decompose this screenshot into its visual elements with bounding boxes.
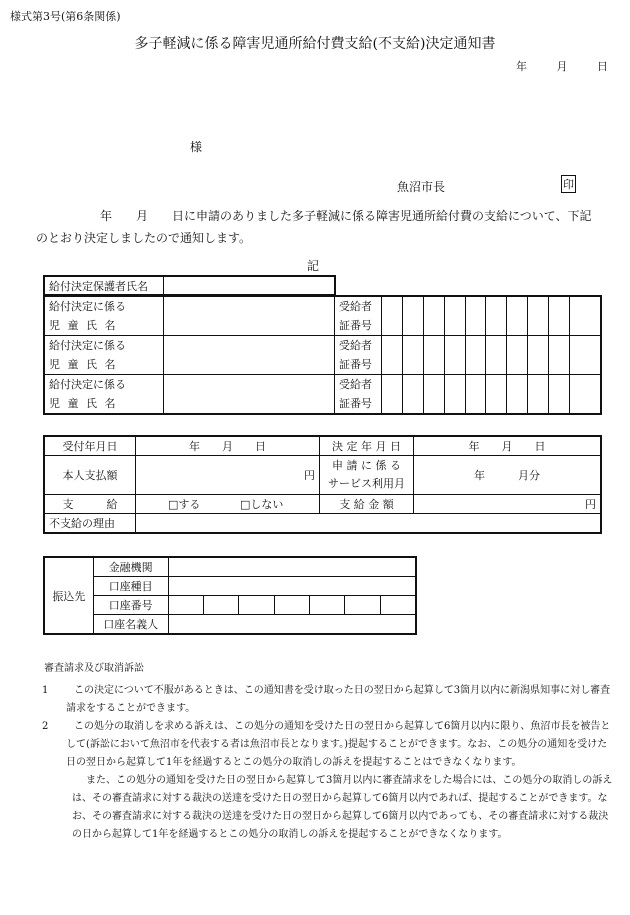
guardian-label: 給付決定保護者氏名 — [44, 276, 164, 295]
child-label-1: 給付決定に係る — [49, 339, 126, 352]
recipient-id-digit-cell[interactable] — [402, 296, 423, 336]
decision-date-field[interactable]: 年 月 日 — [414, 436, 602, 456]
payment-table — [43, 435, 602, 534]
recipient-id-digit-cell[interactable] — [570, 375, 601, 415]
recipient-id-digit-cell[interactable] — [528, 336, 549, 375]
recipient-suffix: 様 — [190, 140, 203, 154]
guardian-table — [43, 275, 336, 296]
receipt-date-label: 受付年月日 — [44, 436, 136, 456]
children-table — [43, 295, 602, 415]
recipient-id-digit-cell[interactable] — [382, 336, 403, 375]
account-number-digit-cell[interactable] — [203, 596, 238, 615]
recipient-id-label — [335, 375, 382, 415]
provision-no-checkbox[interactable]: □しない — [240, 498, 284, 511]
child-name-field[interactable] — [164, 296, 335, 336]
recipient-id-digit-cell[interactable] — [402, 336, 423, 375]
ki-heading: 記 — [307, 259, 320, 273]
recipient-id-label-2: 証番号 — [339, 319, 372, 332]
account-number-digit-cell[interactable] — [309, 596, 344, 615]
child-name-label — [44, 336, 164, 375]
notes-item-1 — [44, 682, 616, 718]
notes-item-2b — [44, 772, 616, 844]
child-row — [44, 375, 601, 415]
recipient-id-label-1: 受給者 — [339, 378, 372, 391]
provision-options — [136, 495, 320, 514]
recipient-id-digit-cell[interactable] — [423, 375, 444, 415]
account-number-digit-cell[interactable] — [274, 596, 309, 615]
account-type-field[interactable] — [168, 577, 416, 596]
child-label-2: 児 童 氏 名 — [49, 358, 118, 371]
recipient-id-digit-cell[interactable] — [570, 336, 601, 375]
recipient-id-label-1: 受給者 — [339, 339, 372, 352]
recipient-id-digit-cell[interactable] — [570, 296, 601, 336]
recipient-id-digit-cell[interactable] — [486, 336, 507, 375]
account-number-digit-cell[interactable] — [239, 596, 274, 615]
child-row — [44, 336, 601, 375]
account-number-digit-cell[interactable] — [345, 596, 380, 615]
date-year: 年 — [516, 60, 527, 73]
intro-month: 月 — [136, 209, 149, 223]
amount-field[interactable]: 円 — [414, 495, 602, 514]
child-row — [44, 296, 601, 336]
recipient-id-digit-cell[interactable] — [382, 296, 403, 336]
recipient-id-digit-cell[interactable] — [486, 375, 507, 415]
guardian-name-field[interactable] — [164, 276, 336, 295]
notes-item-2b-text: また、この処分の通知を受けた日の翌日から起算して3箇月以内に審査請求をした場合には、この処分の取消しの訴えは、その審査請求に対する裁決の送達を受けた日の翌日から起算して6箇月以内であれば、提起することができます。なお、その審査請求に対する裁決の送達を受けた日の翌日から起算して6箇月以内であっても、その審査請求に対する裁決の日から起算して1年を経過するとこの処分の取消しの訴えを提起することができなくなります。 — [72, 775, 613, 840]
recipient-id-digit-cell[interactable] — [444, 375, 465, 415]
service-month-label-1: 申 請 に 係 る — [332, 459, 401, 472]
child-name-field[interactable] — [164, 336, 335, 375]
institution-label: 金融機関 — [93, 557, 168, 577]
recipient-id-digit-cell[interactable] — [465, 296, 486, 336]
child-label-2: 児 童 氏 名 — [49, 397, 118, 410]
notice-date — [490, 58, 608, 74]
account-holder-label: 口座名義人 — [93, 615, 168, 635]
recipient-id-label-1: 受給者 — [339, 300, 372, 313]
recipient-id-digit-cell[interactable] — [507, 336, 528, 375]
reason-label: 不支給の理由 — [44, 514, 136, 534]
account-holder-field[interactable] — [168, 615, 416, 635]
bank-table — [43, 556, 417, 635]
notes-item-2-num: 2 — [42, 721, 49, 732]
recipient-id-digit-cell[interactable] — [528, 375, 549, 415]
recipient-id-label-2: 証番号 — [339, 358, 372, 371]
service-month-label — [320, 456, 414, 495]
intro-paragraph — [36, 205, 596, 249]
notes-item-1-num: 1 — [42, 685, 49, 696]
recipient-id-digit-cell[interactable] — [444, 296, 465, 336]
recipient-id-label — [335, 296, 382, 336]
provision-yes-checkbox[interactable]: □する — [168, 498, 201, 511]
institution-field[interactable] — [168, 557, 416, 577]
bank-heading: 振込先 — [44, 557, 93, 634]
notes-item-2-text: この処分の取消しを求める訴えは、この処分の通知を受けた日の翌日から起算して6箇月以内に限り、魚沼市長を被告として(訴訟において魚沼市を代表する者は魚沼市長となります。)提起することができます。なお、この処分の通知を受けた日の翌日から起算して1年を経過するとこの処分の取消しの訴えを提起することはできなくなります。 — [66, 721, 611, 768]
service-month-label-2: サービス利用月 — [328, 477, 405, 490]
date-day: 日 — [597, 60, 608, 73]
reason-field[interactable] — [136, 514, 602, 534]
seal-mark: 印 — [561, 175, 576, 193]
notes-item-2 — [44, 718, 616, 772]
self-pay-label: 本人支払額 — [44, 456, 136, 495]
intro-year: 年 — [100, 209, 113, 223]
recipient-id-digit-cell[interactable] — [486, 296, 507, 336]
notes-heading: 審査請求及び取消訴訟 — [44, 663, 144, 674]
intro-text: 日に申請のありました多子軽減に係る障害児通所給付費の支給について、下記のとおり決定しましたので通知します。 — [36, 209, 592, 245]
child-label-1: 給付決定に係る — [49, 378, 126, 391]
provision-label: 支 給 — [44, 495, 136, 514]
receipt-date-field[interactable]: 年 月 日 — [136, 436, 320, 456]
recipient-id-digit-cell[interactable] — [423, 296, 444, 336]
amount-label: 支 給 金 額 — [320, 495, 414, 514]
page-title: 多子軽減に係る障害児通所給付費支給(不支給)決定通知書 — [134, 36, 496, 52]
child-label-1: 給付決定に係る — [49, 300, 126, 313]
decision-date-label: 決 定 年 月 日 — [320, 436, 414, 456]
appeal-notes — [44, 660, 616, 844]
child-name-label — [44, 296, 164, 336]
recipient-id-digit-cell[interactable] — [423, 336, 444, 375]
date-month: 月 — [556, 60, 568, 73]
child-label-2: 児 童 氏 名 — [49, 319, 118, 332]
child-name-field[interactable] — [164, 375, 335, 415]
recipient-id-digit-cell[interactable] — [507, 375, 528, 415]
recipient-id-digit-cell[interactable] — [402, 375, 423, 415]
recipient-id-digit-cell[interactable] — [549, 296, 570, 336]
notes-item-1-text: この決定について不服があるときは、この通知書を受け取った日の翌日から起算して3箇月以内に新潟県知事に対し審査請求をすることができます。 — [66, 685, 611, 714]
recipient-id-label-2: 証番号 — [339, 397, 372, 410]
recipient-id-digit-cell[interactable] — [465, 336, 486, 375]
service-month-field[interactable]: 年 月分 — [414, 456, 602, 495]
recipient-id-digit-cell[interactable] — [465, 375, 486, 415]
issuer-name: 魚沼市長 — [397, 180, 446, 194]
recipient-id-digit-cell[interactable] — [444, 336, 465, 375]
self-pay-field[interactable]: 円 — [136, 456, 320, 495]
child-name-label — [44, 375, 164, 415]
recipient-id-digit-cell[interactable] — [507, 296, 528, 336]
account-number-digit-cell[interactable] — [168, 596, 203, 615]
recipient-id-label — [335, 336, 382, 375]
recipient-id-digit-cell[interactable] — [549, 375, 570, 415]
account-number-digit-cell[interactable] — [380, 596, 416, 615]
recipient-id-digit-cell[interactable] — [528, 296, 549, 336]
account-type-label: 口座種目 — [93, 577, 168, 596]
recipient-id-digit-cell[interactable] — [549, 336, 570, 375]
recipient-id-digit-cell[interactable] — [382, 375, 403, 415]
form-code: 様式第3号(第6条関係) — [10, 10, 121, 23]
account-number-label: 口座番号 — [93, 596, 168, 615]
